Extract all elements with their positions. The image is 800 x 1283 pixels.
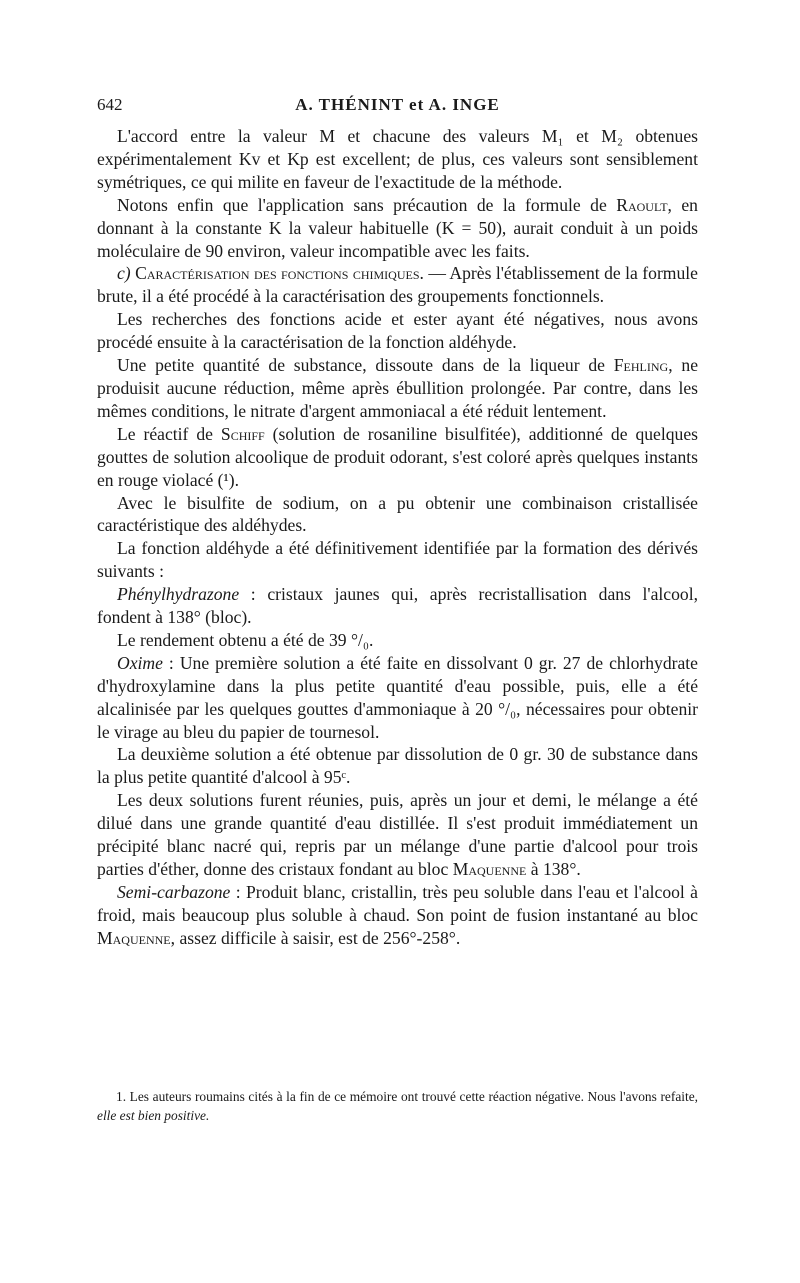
author-name-maquenne: Maquenne bbox=[452, 859, 527, 879]
paragraph-text: : cristaux jaunes qui, après recristallisation dans l'alcool, fondent à 138° (bloc). bbox=[97, 584, 698, 628]
footnote-body: Les auteurs roumains cités à la fin de ce mémoire ont trouvé cette réaction négative. Nous l'avons refaite, bbox=[126, 1089, 698, 1104]
section-label: c) bbox=[117, 263, 131, 284]
section-heading: Caractérisation des fonctions chimiques. bbox=[135, 263, 424, 284]
paragraph-schiff bbox=[97, 423, 698, 492]
paragraph-raoult-formula bbox=[97, 194, 698, 263]
paragraph-text: Le réactif de bbox=[117, 423, 213, 444]
page-header bbox=[97, 95, 698, 119]
running-title: A. THÉNINT et A. INGE bbox=[295, 95, 500, 114]
paragraph-method-agreement: L'accord entre la valeur M et chacune des valeurs M₁ et M₂ obtenues expérimentalement Kv et Kp est excellent; de plus, ces valeurs sont sensiblement symétriques, ce qui milite en faveur de l'exactitude de la méthode. bbox=[97, 126, 698, 192]
paragraph-text: : Produit blanc, cristallin, très peu soluble dans l'eau et l'alcool à froid, mais beaucoup plus soluble à chaud. Son point de fusion instantané au bloc bbox=[97, 881, 698, 925]
paragraph-text: , ne produisit aucune réduction, même après ébullition prolongée. Par contre, dans les mêmes conditions, le nitrate d'argent ammoniacal a été réduit lentement. bbox=[97, 355, 699, 421]
paragraph-precipitate bbox=[97, 789, 698, 881]
paragraph-text: Une petite quantité de substance, dissoute dans de la liqueur de bbox=[117, 355, 605, 376]
paragraph-fehling bbox=[97, 354, 698, 423]
paragraph-text: — Après l'établissement de la formule brute, il a été procédé à la caractérisation des groupements fonctionnels. bbox=[97, 263, 698, 307]
paragraph-text: Les deux solutions furent réunies, puis, après un jour et demi, le mélange a été dilué dans une grande quantité d'eau distillée. Il s'est produit immédiatement un précipité blanc nacré qui, repris par un mélange d'une partie d'alcool pour trois parties d'éther, donne des cristaux fondant au bloc bbox=[97, 790, 698, 879]
paragraph-text: Notons enfin que l'application sans précaution de la formule de bbox=[117, 194, 607, 215]
page-number: 642 bbox=[97, 95, 123, 114]
paragraph-second-solution: La deuxième solution a été obtenue par dissolution de 0 gr. 30 de substance dans la plus petite quantité d'alcool à 95ᶜ. bbox=[97, 744, 698, 788]
paragraph-section-c bbox=[97, 262, 698, 308]
author-name-schiff: Schiff bbox=[220, 423, 265, 444]
derivative-term: Phénylhydrazone bbox=[117, 584, 240, 605]
body-text bbox=[97, 125, 698, 950]
paragraph-text: : Une première solution a été faite en dissolvant 0 gr. 27 de chlorhydrate d'hydroxylamine dans la plus petite quantité d'eau possible, puis, elle a été alcalinisée par les quelques gouttes d'ammoniaque à 20 °/₀, nécessaires pour obtenir le virage au bleu du papier de tournesol. bbox=[97, 652, 698, 742]
footnote-emphasis: elle est bien positive. bbox=[97, 1108, 210, 1123]
author-name-maquenne: Maquenne bbox=[97, 927, 171, 948]
footnote-text bbox=[97, 1087, 698, 1125]
author-name-raoult: Raoult bbox=[616, 194, 668, 215]
paragraph-semicarbazone bbox=[97, 881, 698, 950]
paragraph-oxime bbox=[97, 652, 698, 744]
derivative-term: Oxime bbox=[117, 652, 163, 673]
footnote bbox=[97, 1087, 698, 1125]
paragraph-yield: Le rendement obtenu a été de 39 °/₀. bbox=[117, 629, 374, 650]
paragraph-text: , assez difficile à saisir, est de 256°-258°. bbox=[170, 927, 461, 948]
paragraph-phenylhydrazone bbox=[97, 583, 698, 629]
paragraph-text: (solution de rosaniline bisulfitée), additionné de quelques gouttes de solution alcoolique de produit odorant, s'est coloré après quelques instants en rouge violacé (¹). bbox=[97, 423, 698, 490]
paragraph-text: , en donnant à la constante K la valeur habituelle (K = 50), aurait conduit à un poids moléculaire de 90 environ, valeur incompatible avec les faits. bbox=[97, 194, 698, 261]
derivative-term: Semi-carbazone bbox=[117, 881, 231, 902]
footnote-marker: 1. bbox=[116, 1089, 127, 1104]
paragraph-acid-ester: Les recherches des fonctions acide et ester ayant été négatives, nous avons procédé ensuite à la caractérisation de la fonction aldéhyde. bbox=[97, 309, 698, 353]
paragraph-aldehyde-identification: La fonction aldéhyde a été définitivement identifiée par la formation des dérivés suivants : bbox=[97, 538, 698, 582]
author-name-fehling: Fehling bbox=[613, 355, 669, 376]
paragraph-bisulfite: Avec le bisulfite de sodium, on a pu obtenir une combinaison cristallisée caractéristique des aldéhydes. bbox=[97, 492, 698, 536]
paragraph-text: à 138°. bbox=[526, 859, 581, 879]
